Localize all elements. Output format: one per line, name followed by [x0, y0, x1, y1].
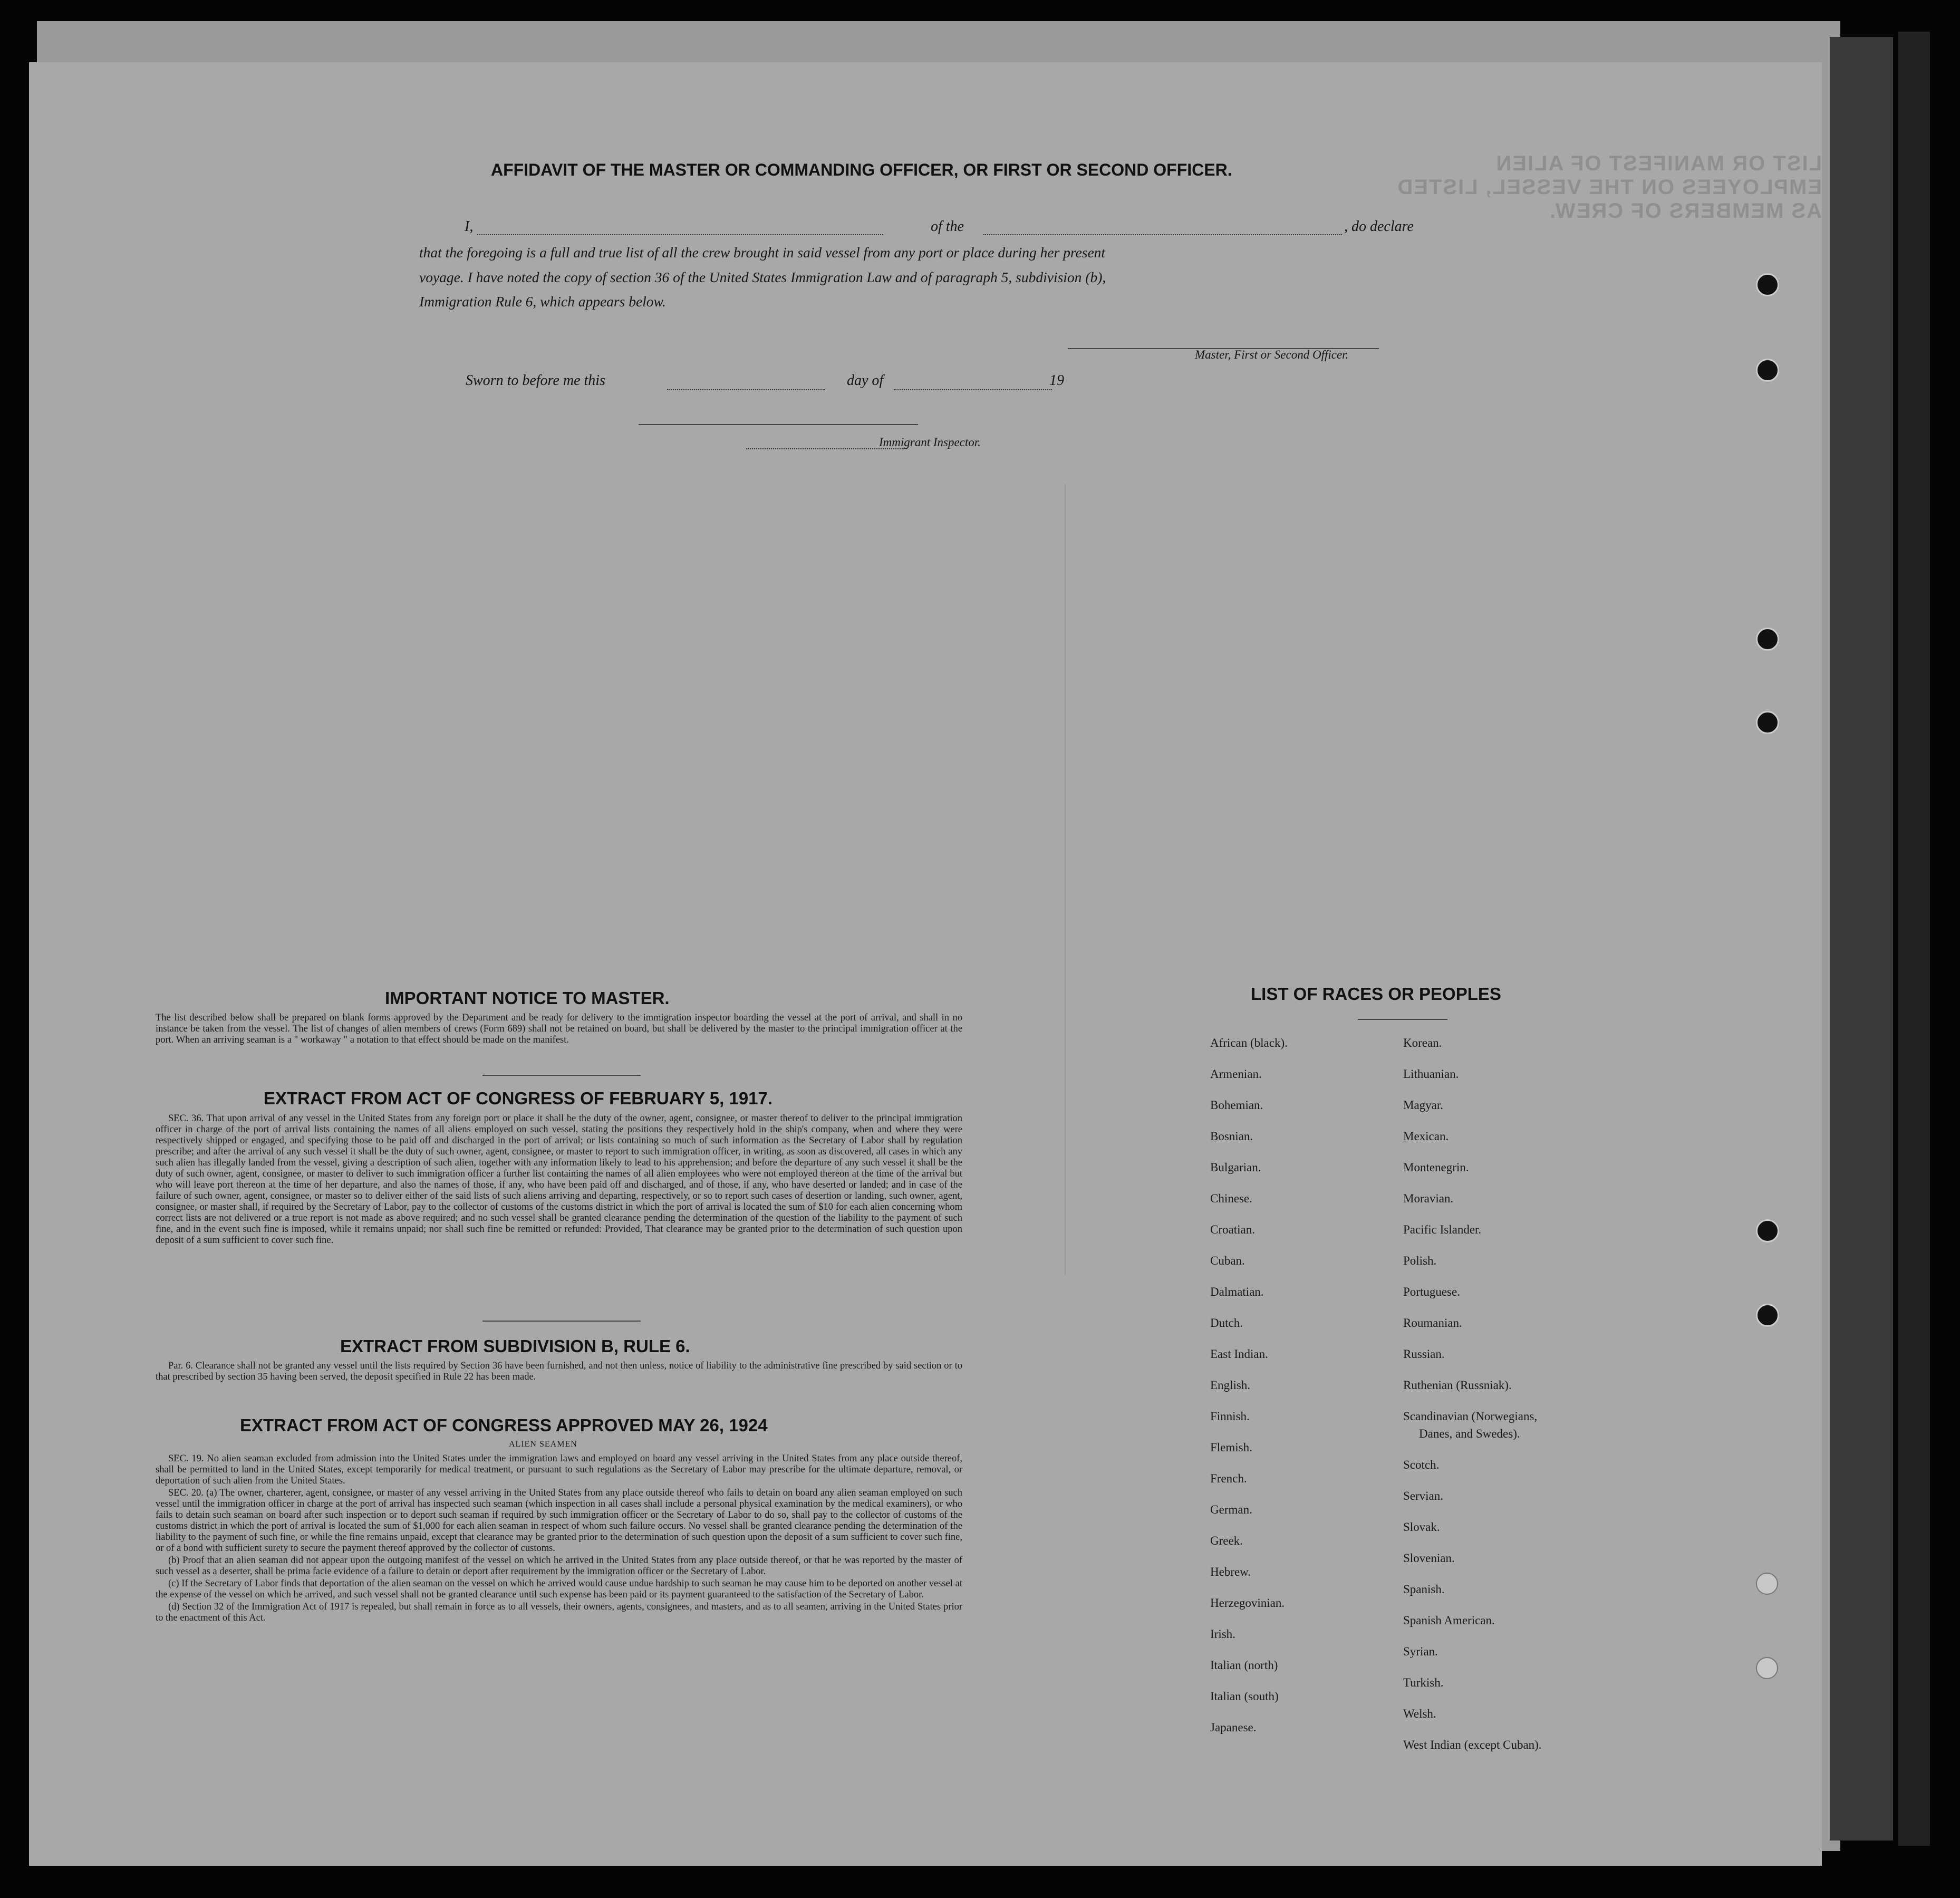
page-edge-strip-dark [1898, 32, 1930, 1846]
races-divider [1358, 1019, 1447, 1020]
race-left-item: East Indian. [1210, 1347, 1268, 1361]
binder-hole [1756, 273, 1779, 296]
race-left-item: Bosnian. [1210, 1130, 1253, 1143]
race-right-item: Montenegrin. [1403, 1161, 1469, 1174]
extract-1924-sec20a: SEC. 20. (a) The owner, charterer, agent, consignee, or master of any vessel arriving in the United States from any place outside thereof who fails to detain on board any alien seaman employed on such vessel until the immigration officer in charge at the port of arrival has inspected such seaman (which inspection in all cases shall include a personal physical examination by the medical examiners), or who fails to detain such seaman on board after such inspection or to deport such seaman if required by such immigration officer or the Secretary of Labor to do so, shall pay to the collector of customs of the customs district in which the port of arrival is located the sum of $1,000 for each alien seaman in respect of whom such failure occurs. No vessel shall be granted clearance pending the determination of the liability to the payment of such fine, or while the fine remains unpaid, except that clearance may be granted prior to the determination of such question upon the deposit of a sum sufficient to cover such fine, or of a bond with sufficient surety to secure the payment thereof approved by the collector of customs. [156, 1488, 962, 1554]
race-right-item: Pacific Islander. [1403, 1223, 1482, 1236]
extract-1924-sec20b: (b) Proof that an alien seaman did not appear upon the outgoing manifest of the vessel on which he arrived in the United States from any place outside thereof, or that he was reported by the master of such vessel as a deserter, shall be prima facie evidence of a failure to detain or deport after requirement by the immigration officer or the Secretary of Labor. [156, 1555, 962, 1577]
race-right-item: Syrian. [1403, 1645, 1438, 1658]
extract-1917-body [156, 1113, 962, 1247]
race-right-item: Lithuanian. [1403, 1067, 1459, 1081]
binder-hole [1756, 1304, 1779, 1327]
race-right-item: Servian. [1403, 1489, 1444, 1502]
sworn-day-blank [667, 389, 825, 390]
inspector-rule [639, 424, 918, 425]
extract-1924-sec20d: (d) Section 32 of the Immigration Act of 1917 is repealed, but shall remain in force as to all vessels, their owners, agents, consignees, and masters, and as to all seamen, arriving in the United States prior to the enactment of this Act. [156, 1602, 962, 1623]
race-left-item: Finnish. [1210, 1410, 1250, 1423]
race-left-item: Bulgarian. [1210, 1161, 1261, 1174]
race-left-item: Croatian. [1210, 1223, 1255, 1236]
sworn-prefix: Sworn to before me this [466, 372, 605, 389]
race-left-item: Flemish. [1210, 1441, 1252, 1454]
notice-body: The list described below shall be prepared on blank forms approved by the Department and be ready for delivery to the immigration inspector boarding the vessel at the port of arrival, and shall in no instance be taken from the vessel. The list of changes of alien members of crews (Form 689) shall not be retained on board, but shall be delivered by the master to the principal immigration officer at the port. When an arriving seaman is a " workaway " a notation to that effect should be made on the manifest. [156, 1013, 962, 1045]
race-right-item: Scotch. [1403, 1458, 1440, 1471]
race-left-item: Bohemian. [1210, 1099, 1263, 1112]
extract-1924-sec19: SEC. 19. No alien seaman excluded from admission into the United States under the immigration laws and employed on board any vessel arriving in the United States from any place outside thereof, shall be permitted to land in the United States, except temporarily for medical treatment, or pursuant to such regulations as the Secretary of Labor may prescribe for the ultimate departure, removal, or deportation of such alien from the United States. [156, 1453, 962, 1486]
extract-1924-title: EXTRACT FROM ACT OF CONGRESS APPROVED MAY 26, 1924 [240, 1415, 768, 1435]
notice-divider [482, 1075, 641, 1076]
extract-1917-divider [482, 1321, 641, 1322]
affidavit-title: AFFIDAVIT OF THE MASTER OR COMMANDING OFFICER, OR FIRST OR SECOND OFFICER. [491, 160, 1232, 179]
race-right-item: Magyar. [1403, 1099, 1444, 1112]
notice-title: IMPORTANT NOTICE TO MASTER. [385, 988, 670, 1008]
race-right-item: Danes, and Swedes). [1419, 1427, 1520, 1440]
extract-1924-subtitle: ALIEN SEAMEN [509, 1440, 577, 1449]
vessel-blank [983, 234, 1342, 235]
race-left-item: Dalmatian. [1210, 1285, 1264, 1298]
affidavit-line1-declare: , do declare [1344, 218, 1414, 235]
binder-hole [1756, 628, 1779, 651]
race-left-item: Cuban. [1210, 1254, 1245, 1267]
race-right-item: Scandinavian (Norwegians, [1403, 1410, 1538, 1423]
sworn-month-blank [894, 389, 1052, 390]
signature-caption: Master, First or Second Officer. [1195, 348, 1349, 361]
race-left-item: Herzegovinian. [1210, 1596, 1285, 1610]
race-right-item: Spanish American. [1403, 1614, 1495, 1627]
races-left-column [1210, 1027, 1288, 1743]
affidavit-line3: voyage. I have noted the copy of section 36 of the United States Immigration Law and of paragraph 5, subdivision (b), [419, 269, 1106, 285]
bleed-through-header: LIST OR MANIFEST OF ALIEN EMPLOYEES ON THE VESSEL, LISTED AS MEMBERS OF CREW. [1396, 152, 1822, 223]
subdivision-b-body [156, 1361, 962, 1384]
race-left-item: Greek. [1210, 1534, 1243, 1547]
bleed-column-line [1065, 484, 1066, 1275]
affidavit-line1-i: I, [465, 218, 474, 235]
race-left-item: Irish. [1210, 1627, 1235, 1641]
race-right-item: Spanish. [1403, 1583, 1445, 1596]
races-title: LIST OF RACES OR PEOPLES [1251, 984, 1501, 1004]
inspector-caption: Immigrant Inspector. [879, 436, 981, 449]
sworn-day-of: day of [847, 372, 884, 389]
race-right-item: West Indian (except Cuban). [1403, 1738, 1542, 1751]
extract-1924-body [156, 1453, 962, 1625]
binder-hole [1756, 1573, 1778, 1595]
extract-1924-sec20c: (c) If the Secretary of Labor finds that deportation of the alien seaman on the vessel on which he arrived would cause undue hardship to such seaman he may cause him to be deported on another vessel at the expense of the vessel on which he arrived, and such vessel shall not be granted clearance until such expense has been paid or its payment guaranteed to the satisfaction of the Secretary of Labor. [156, 1578, 962, 1600]
race-left-item: African (black). [1210, 1036, 1288, 1049]
race-left-item: Japanese. [1210, 1721, 1257, 1734]
race-right-item: Korean. [1403, 1036, 1442, 1049]
race-right-item: Slovak. [1403, 1520, 1440, 1534]
race-left-item: Armenian. [1210, 1067, 1262, 1081]
document-page [29, 62, 1822, 1866]
affidavit-line2: that the foregoing is a full and true list of all the crew brought in said vessel from any port or place during her present [419, 244, 1106, 261]
extract-1917-paragraph: SEC. 36. That upon arrival of any vessel in the United States from any foreign port or place it shall be the duty of the owner, agent, consignee, or master thereof to deliver to the principal immigration officer in charge of the port of arrival lists containing the names of all aliens employed on such vessel, stating the positions they respectively hold in the ship's company, when and where they were respectively shipped or engaged, and specifying those to be paid off and discharged in the port of arrival; or lists containing so much of such information as the Secretary of Labor shall by regulation prescribe; and after the arrival of any such vessel it shall be the duty of such owner, agent, consignee, or master to report to such immigration officer, in writing, as soon as discovered, all cases in which any such alien has illegally landed from the vessel, giving a description of such alien, together with any information likely to lead to his apprehension; and before the departure of any such vessel it shall be the duty of such owner, agent, consignee, or master to deliver to such immigration officer a further list containing the names of all alien employees who were not employed thereon at the time of the arrival but who will leave port thereon at the time of her departure, and also the names of those, if any, who have been paid off and discharged, and of those, if any, who have deserted or landed; and in case of the failure of such owner, agent, consignee, or master so to deliver either of the said lists of such aliens arriving and departing, respectively, or so to report such cases of desertion or landing, such owner, agent, consignee, or master shall, if required by the Secretary of Labor, pay to the collector of customs of the customs district in which the port of arrival is located the sum of $10 for each alien concerning whom correct lists are not delivered or a true report is not made as above required; and no such vessel shall be granted clearance pending the determination of the question of the liability to the payment of such fine, and in the event such fine is imposed, while it remains unpaid; nor shall such fine be remitted or refunded: Provided, That clearance may be granted prior to the determination of such question upon deposit of a sum sufficient to cover such fine. [156, 1113, 962, 1246]
race-right-item: Portuguese. [1403, 1285, 1460, 1298]
race-left-item: Italian (north) [1210, 1659, 1278, 1672]
race-right-item: Turkish. [1403, 1676, 1444, 1689]
binder-hole [1756, 359, 1779, 382]
affidavit-line4: Immigration Rule 6, which appears below. [419, 293, 666, 310]
sworn-year: 19 [1049, 372, 1064, 389]
race-left-item: English. [1210, 1379, 1251, 1392]
race-left-item: Dutch. [1210, 1316, 1243, 1329]
race-left-item: Hebrew. [1210, 1565, 1251, 1578]
race-right-item: Slovenian. [1403, 1552, 1455, 1565]
race-left-item: Chinese. [1210, 1192, 1252, 1205]
page-edge-strip [1830, 37, 1893, 1841]
extract-1917-title: EXTRACT FROM ACT OF CONGRESS OF FEBRUARY 5, 1917. [264, 1088, 773, 1108]
affidavit-line1-of: of the [931, 218, 964, 235]
race-right-item: Mexican. [1403, 1130, 1449, 1143]
race-left-item: German. [1210, 1503, 1252, 1516]
races-right-column [1403, 1027, 1542, 1760]
binder-hole [1756, 1219, 1779, 1242]
race-right-item: Ruthenian (Russniak). [1403, 1379, 1512, 1392]
race-right-item: Welsh. [1403, 1707, 1436, 1720]
race-right-item: Moravian. [1403, 1192, 1454, 1205]
subdivision-b-title: EXTRACT FROM SUBDIVISION B, RULE 6. [340, 1336, 690, 1356]
race-right-item: Russian. [1403, 1347, 1445, 1361]
race-right-item: Polish. [1403, 1254, 1437, 1267]
binder-hole [1756, 711, 1779, 734]
race-right-item: Roumanian. [1403, 1316, 1462, 1329]
race-left-item: Italian (south) [1210, 1690, 1279, 1703]
name-blank [477, 234, 883, 235]
binder-hole [1756, 1657, 1778, 1679]
race-left-item: French. [1210, 1472, 1247, 1485]
subdivision-b-paragraph: Par. 6. Clearance shall not be granted any vessel until the lists required by Section 36 have been furnished, and not then unless, notice of liability to the administrative fine prescribed by said section or to that prescribed by section 35 having been served, the deposit specified in Rule 22 has been made. [156, 1361, 962, 1382]
